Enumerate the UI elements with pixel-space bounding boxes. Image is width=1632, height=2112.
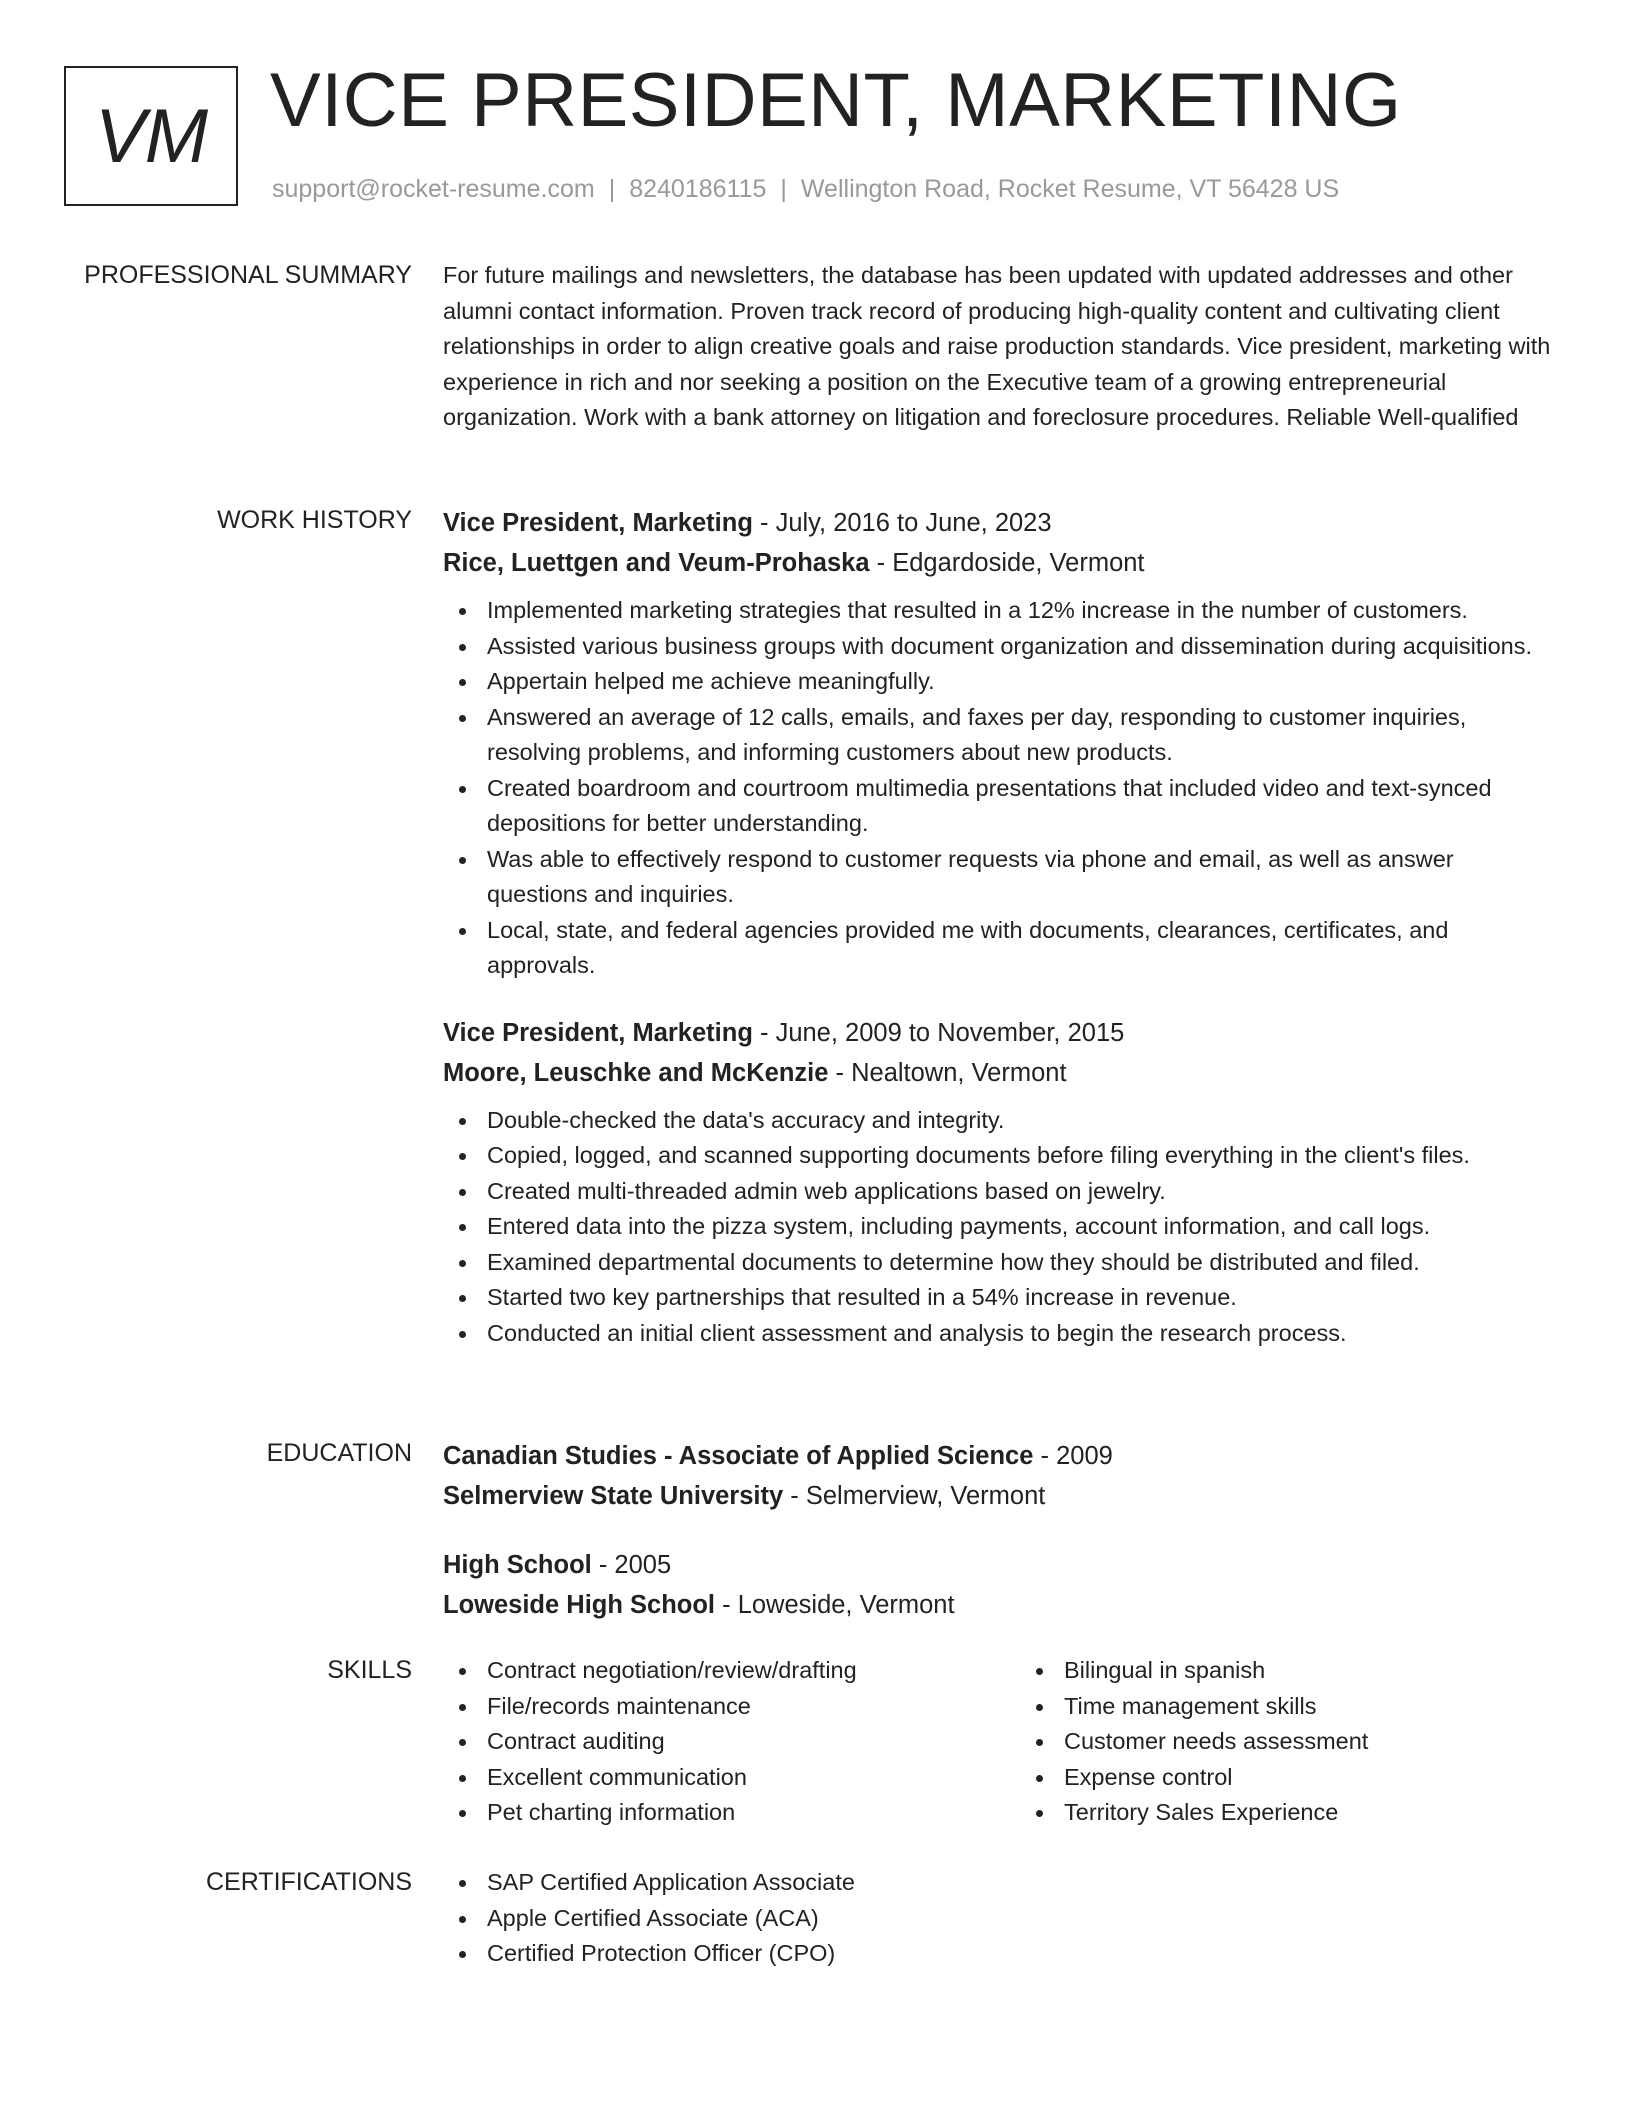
skill-item: Contract auditing <box>487 1724 1020 1760</box>
job-entry <box>443 1013 1553 1352</box>
education-school: Loweside High School <box>443 1591 716 1619</box>
section-heading: SKILLS <box>327 1656 412 1684</box>
job-bullet: Created multi-threaded admin web applications based on jewelry. <box>487 1174 1553 1210</box>
section-heading: CERTIFICATIONS <box>205 1868 412 1896</box>
education-school: Selmerview State University <box>443 1482 784 1510</box>
job-bullet: Started two key partnerships that resulted in a 54% increase in revenue. <box>487 1280 1553 1316</box>
job-bullets <box>443 593 1553 984</box>
skills-columns <box>443 1653 1553 1831</box>
skill-item: Time management skills <box>1064 1689 1553 1725</box>
section-heading: EDUCATION <box>266 1439 412 1467</box>
job-bullet: Answered an average of 12 calls, emails, and faxes per day, responding to customer inquiries, resolving problems, and informing customers about new products. <box>487 700 1553 771</box>
monogram-box <box>64 66 238 206</box>
skills-body <box>443 1653 1553 1831</box>
job-dates: - June, 2009 to November, 2015 <box>752 1018 1125 1047</box>
job-bullet: Double-checked the data's accuracy and integrity. <box>487 1103 1553 1139</box>
job-entry <box>443 503 1553 984</box>
job-title-line <box>443 503 1553 543</box>
skill-item: Bilingual in spanish <box>1064 1653 1553 1689</box>
education-degree-line <box>443 1436 1553 1476</box>
education-location: - Loweside, Vermont <box>715 1591 955 1619</box>
skill-item: Contract negotiation/review/drafting <box>487 1653 1020 1689</box>
job-bullet: Examined departmental documents to determine how they should be distributed and filed. <box>487 1245 1553 1281</box>
job-bullet: Was able to effectively respond to customer requests via phone and email, as well as answer questions and inquiries. <box>487 842 1553 913</box>
skill-item: File/records maintenance <box>487 1689 1020 1725</box>
education-school-line <box>443 1476 1553 1516</box>
education-body <box>443 1436 1553 1625</box>
monogram-initials: VM <box>95 93 207 179</box>
summary-text: For future mailings and newsletters, the database has been updated with updated addresses and other alumni contact information. Proven track record of producing high-quality content and cultivating client relationships in order to align creative goals and raise production standards. Vice president, marketing with experience in rich and nor seeking a position on the Executive team of a growing entrepreneurial organization. Work with a bank attorney on litigation and foreclosure procedures. Reliable Well-qualified <box>443 262 1551 430</box>
certification-item: Certified Protection Officer (CPO) <box>487 1936 1553 1972</box>
certification-item: Apple Certified Associate (ACA) <box>487 1901 1553 1937</box>
job-location: - Nealtown, Vermont <box>828 1058 1067 1087</box>
job-company: Rice, Luettgen and Veum-Prohaska <box>443 549 870 577</box>
contact-line <box>272 174 1339 204</box>
resume-title: VICE PRESIDENT, MARKETING <box>270 58 1402 143</box>
job-bullet: Appertain helped me achieve meaningfully. <box>487 664 1553 700</box>
education-year: - 2009 <box>1033 1442 1113 1470</box>
contact-email: support@rocket-resume.com <box>272 175 595 203</box>
education-school-line <box>443 1585 1553 1625</box>
education-year: - 2005 <box>591 1551 672 1579</box>
education-entry <box>443 1545 1553 1625</box>
summary-body <box>443 258 1553 436</box>
job-bullet: Created boardroom and courtroom multimedia presentations that included video and text-synced depositions for better understanding. <box>487 771 1553 842</box>
education-entry <box>443 1436 1553 1516</box>
job-title-line <box>443 1013 1553 1053</box>
job-location: - Edgardoside, Vermont <box>869 549 1145 577</box>
skill-item: Territory Sales Experience <box>1064 1795 1553 1831</box>
education-degree: High School <box>443 1551 592 1579</box>
job-dates: - July, 2016 to June, 2023 <box>752 509 1052 537</box>
job-bullet: Assisted various business groups with document organization and dissemination during acquisitions. <box>487 629 1553 665</box>
work-history-body <box>443 503 1553 1351</box>
certification-item: SAP Certified Application Associate <box>487 1865 1553 1901</box>
contact-phone: 8240186115 <box>629 175 767 203</box>
skill-item: Pet charting information <box>487 1795 1020 1831</box>
education-degree: Canadian Studies - Associate of Applied Science <box>443 1442 1034 1470</box>
job-company: Moore, Leuschke and McKenzie <box>443 1058 829 1087</box>
job-company-line <box>443 1053 1553 1093</box>
skill-item: Excellent communication <box>487 1760 1020 1796</box>
job-title: Vice President, Marketing <box>443 509 753 537</box>
job-bullet: Local, state, and federal agencies provided me with documents, clearances, certificates, and approvals. <box>487 913 1553 984</box>
certifications-list <box>443 1865 1553 1972</box>
job-bullets <box>443 1103 1553 1352</box>
job-bullet: Implemented marketing strategies that resulted in a 12% increase in the number of customers. <box>487 593 1553 629</box>
contact-separator: | <box>608 175 616 203</box>
section-heading: WORK HISTORY <box>217 506 412 534</box>
job-company-line <box>443 543 1553 583</box>
job-bullet: Conducted an initial client assessment and analysis to begin the research process. <box>487 1316 1553 1352</box>
job-bullet: Copied, logged, and scanned supporting documents before filing everything in the client's files. <box>487 1138 1553 1174</box>
job-bullet: Entered data into the pizza system, including payments, account information, and call logs. <box>487 1209 1553 1245</box>
skills-list-left <box>443 1653 1020 1831</box>
education-degree-line <box>443 1545 1553 1585</box>
job-title: Vice President, Marketing <box>443 1018 753 1047</box>
section-heading: PROFESSIONAL SUMMARY <box>84 261 412 289</box>
certifications-body <box>443 1865 1553 1972</box>
contact-separator: | <box>780 175 787 203</box>
skills-list-right <box>1020 1653 1553 1831</box>
skill-item: Expense control <box>1064 1760 1553 1796</box>
education-location: - Selmerview, Vermont <box>783 1482 1046 1510</box>
contact-address: Wellington Road, Rocket Resume, VT 56428 US <box>800 175 1340 203</box>
skill-item: Customer needs assessment <box>1064 1724 1553 1760</box>
